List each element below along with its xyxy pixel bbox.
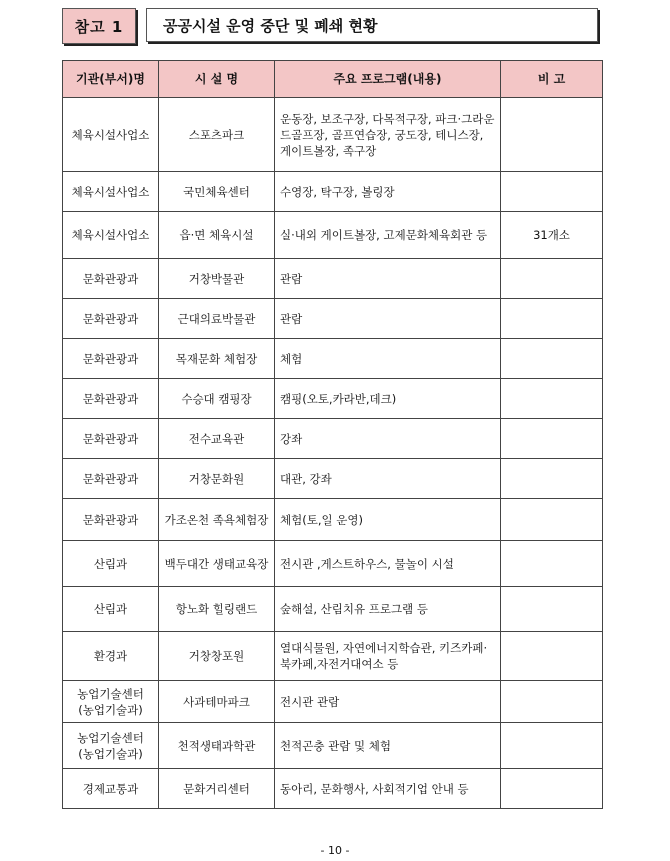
- cell-dept: 문화관광과: [63, 299, 159, 339]
- cell-note: [501, 379, 603, 419]
- cell-note: [501, 339, 603, 379]
- cell-dept: 체육시설사업소: [63, 172, 159, 212]
- cell-dept: 문화관광과: [63, 379, 159, 419]
- cell-program: 운동장, 보조구장, 다목적구장, 파크·그라운드골프장, 골프연습장, 궁도장, 테니스장, 게이트볼장, 족구장: [275, 98, 501, 172]
- reference-tag: 참고 1: [62, 8, 136, 44]
- cell-facility: 가조온천 족욕체험장: [159, 499, 275, 541]
- cell-dept: 문화관광과: [63, 419, 159, 459]
- table-row: [63, 681, 603, 723]
- cell-dept: 문화관광과: [63, 459, 159, 499]
- cell-dept: 환경과: [63, 632, 159, 681]
- cell-facility: 천적생태과학관: [159, 723, 275, 769]
- cell-facility: 사과테마파크: [159, 681, 275, 723]
- cell-note: [501, 172, 603, 212]
- cell-note: [501, 681, 603, 723]
- table-row: [63, 299, 603, 339]
- table-row: [63, 632, 603, 681]
- cell-facility: 거창창포원: [159, 632, 275, 681]
- cell-program: 동아리, 문화행사, 사회적기업 안내 등: [275, 769, 501, 809]
- table-row: [63, 723, 603, 769]
- cell-program: 체험: [275, 339, 501, 379]
- cell-facility: 국민체육센터: [159, 172, 275, 212]
- cell-facility: 근대의료박물관: [159, 299, 275, 339]
- cell-program: 전시관 관람: [275, 681, 501, 723]
- table-row: [63, 541, 603, 587]
- cell-facility: 문화거리센터: [159, 769, 275, 809]
- cell-program: 대관, 강좌: [275, 459, 501, 499]
- cell-facility: 항노화 힐링랜드: [159, 587, 275, 632]
- header-dept: 기관(부서)명: [63, 61, 159, 98]
- cell-note: [501, 499, 603, 541]
- header-facility: 시 설 명: [159, 61, 275, 98]
- cell-dept: 농업기술센터 (농업기술과): [63, 723, 159, 769]
- cell-dept: 체육시설사업소: [63, 212, 159, 259]
- cell-facility: 백두대간 생태교육장: [159, 541, 275, 587]
- cell-dept: 산림과: [63, 587, 159, 632]
- cell-note: [501, 98, 603, 172]
- cell-note: [501, 419, 603, 459]
- table-row: [63, 172, 603, 212]
- cell-program: 숲해설, 산림치유 프로그램 등: [275, 587, 501, 632]
- cell-program: 열대식물원, 자연에너지학습관, 키즈카페·북카페,자전거대여소 등: [275, 632, 501, 681]
- cell-note: [501, 587, 603, 632]
- table-header-row: [63, 61, 603, 98]
- document-title: 공공시설 운영 중단 및 폐쇄 현황: [146, 8, 598, 42]
- cell-program: 관람: [275, 259, 501, 299]
- cell-note: [501, 769, 603, 809]
- cell-dept: 경제교통과: [63, 769, 159, 809]
- cell-facility: 읍·면 체육시설: [159, 212, 275, 259]
- table-row: [63, 259, 603, 299]
- table-row: [63, 98, 603, 172]
- cell-dept: 농업기술센터 (농업기술과): [63, 681, 159, 723]
- cell-facility: 목재문화 체험장: [159, 339, 275, 379]
- cell-program: 체험(토,일 운영): [275, 499, 501, 541]
- cell-facility: 거창박물관: [159, 259, 275, 299]
- table-row: [63, 419, 603, 459]
- page-number: - 10 -: [320, 844, 350, 857]
- cell-facility: 거창문화원: [159, 459, 275, 499]
- header-program: 주요 프로그램(내용): [275, 61, 501, 98]
- table-row: [63, 379, 603, 419]
- table-row: [63, 339, 603, 379]
- facility-table: [62, 60, 603, 809]
- cell-program: 수영장, 탁구장, 볼링장: [275, 172, 501, 212]
- cell-facility: 스포츠파크: [159, 98, 275, 172]
- cell-dept: 산림과: [63, 541, 159, 587]
- table-row: [63, 587, 603, 632]
- table-row: [63, 459, 603, 499]
- cell-program: 천적곤충 관람 및 체험: [275, 723, 501, 769]
- cell-dept: 문화관광과: [63, 499, 159, 541]
- table-row: [63, 499, 603, 541]
- cell-note: [501, 723, 603, 769]
- document-header: [62, 8, 600, 44]
- table-row: [63, 769, 603, 809]
- cell-note: 31개소: [501, 212, 603, 259]
- cell-note: [501, 632, 603, 681]
- cell-program: 강좌: [275, 419, 501, 459]
- cell-facility: 수승대 캠핑장: [159, 379, 275, 419]
- cell-note: [501, 459, 603, 499]
- cell-program: 전시관 ,게스트하우스, 물놀이 시설: [275, 541, 501, 587]
- cell-dept: 체육시설사업소: [63, 98, 159, 172]
- header-note: 비 고: [501, 61, 603, 98]
- cell-facility: 전수교육관: [159, 419, 275, 459]
- cell-note: [501, 259, 603, 299]
- cell-program: 관람: [275, 299, 501, 339]
- cell-note: [501, 541, 603, 587]
- table-row: [63, 212, 603, 259]
- cell-note: [501, 299, 603, 339]
- cell-program: 캠핑(오토,카라반,데크): [275, 379, 501, 419]
- cell-dept: 문화관광과: [63, 259, 159, 299]
- cell-program: 실·내외 게이트볼장, 고제문화체육회관 등: [275, 212, 501, 259]
- cell-dept: 문화관광과: [63, 339, 159, 379]
